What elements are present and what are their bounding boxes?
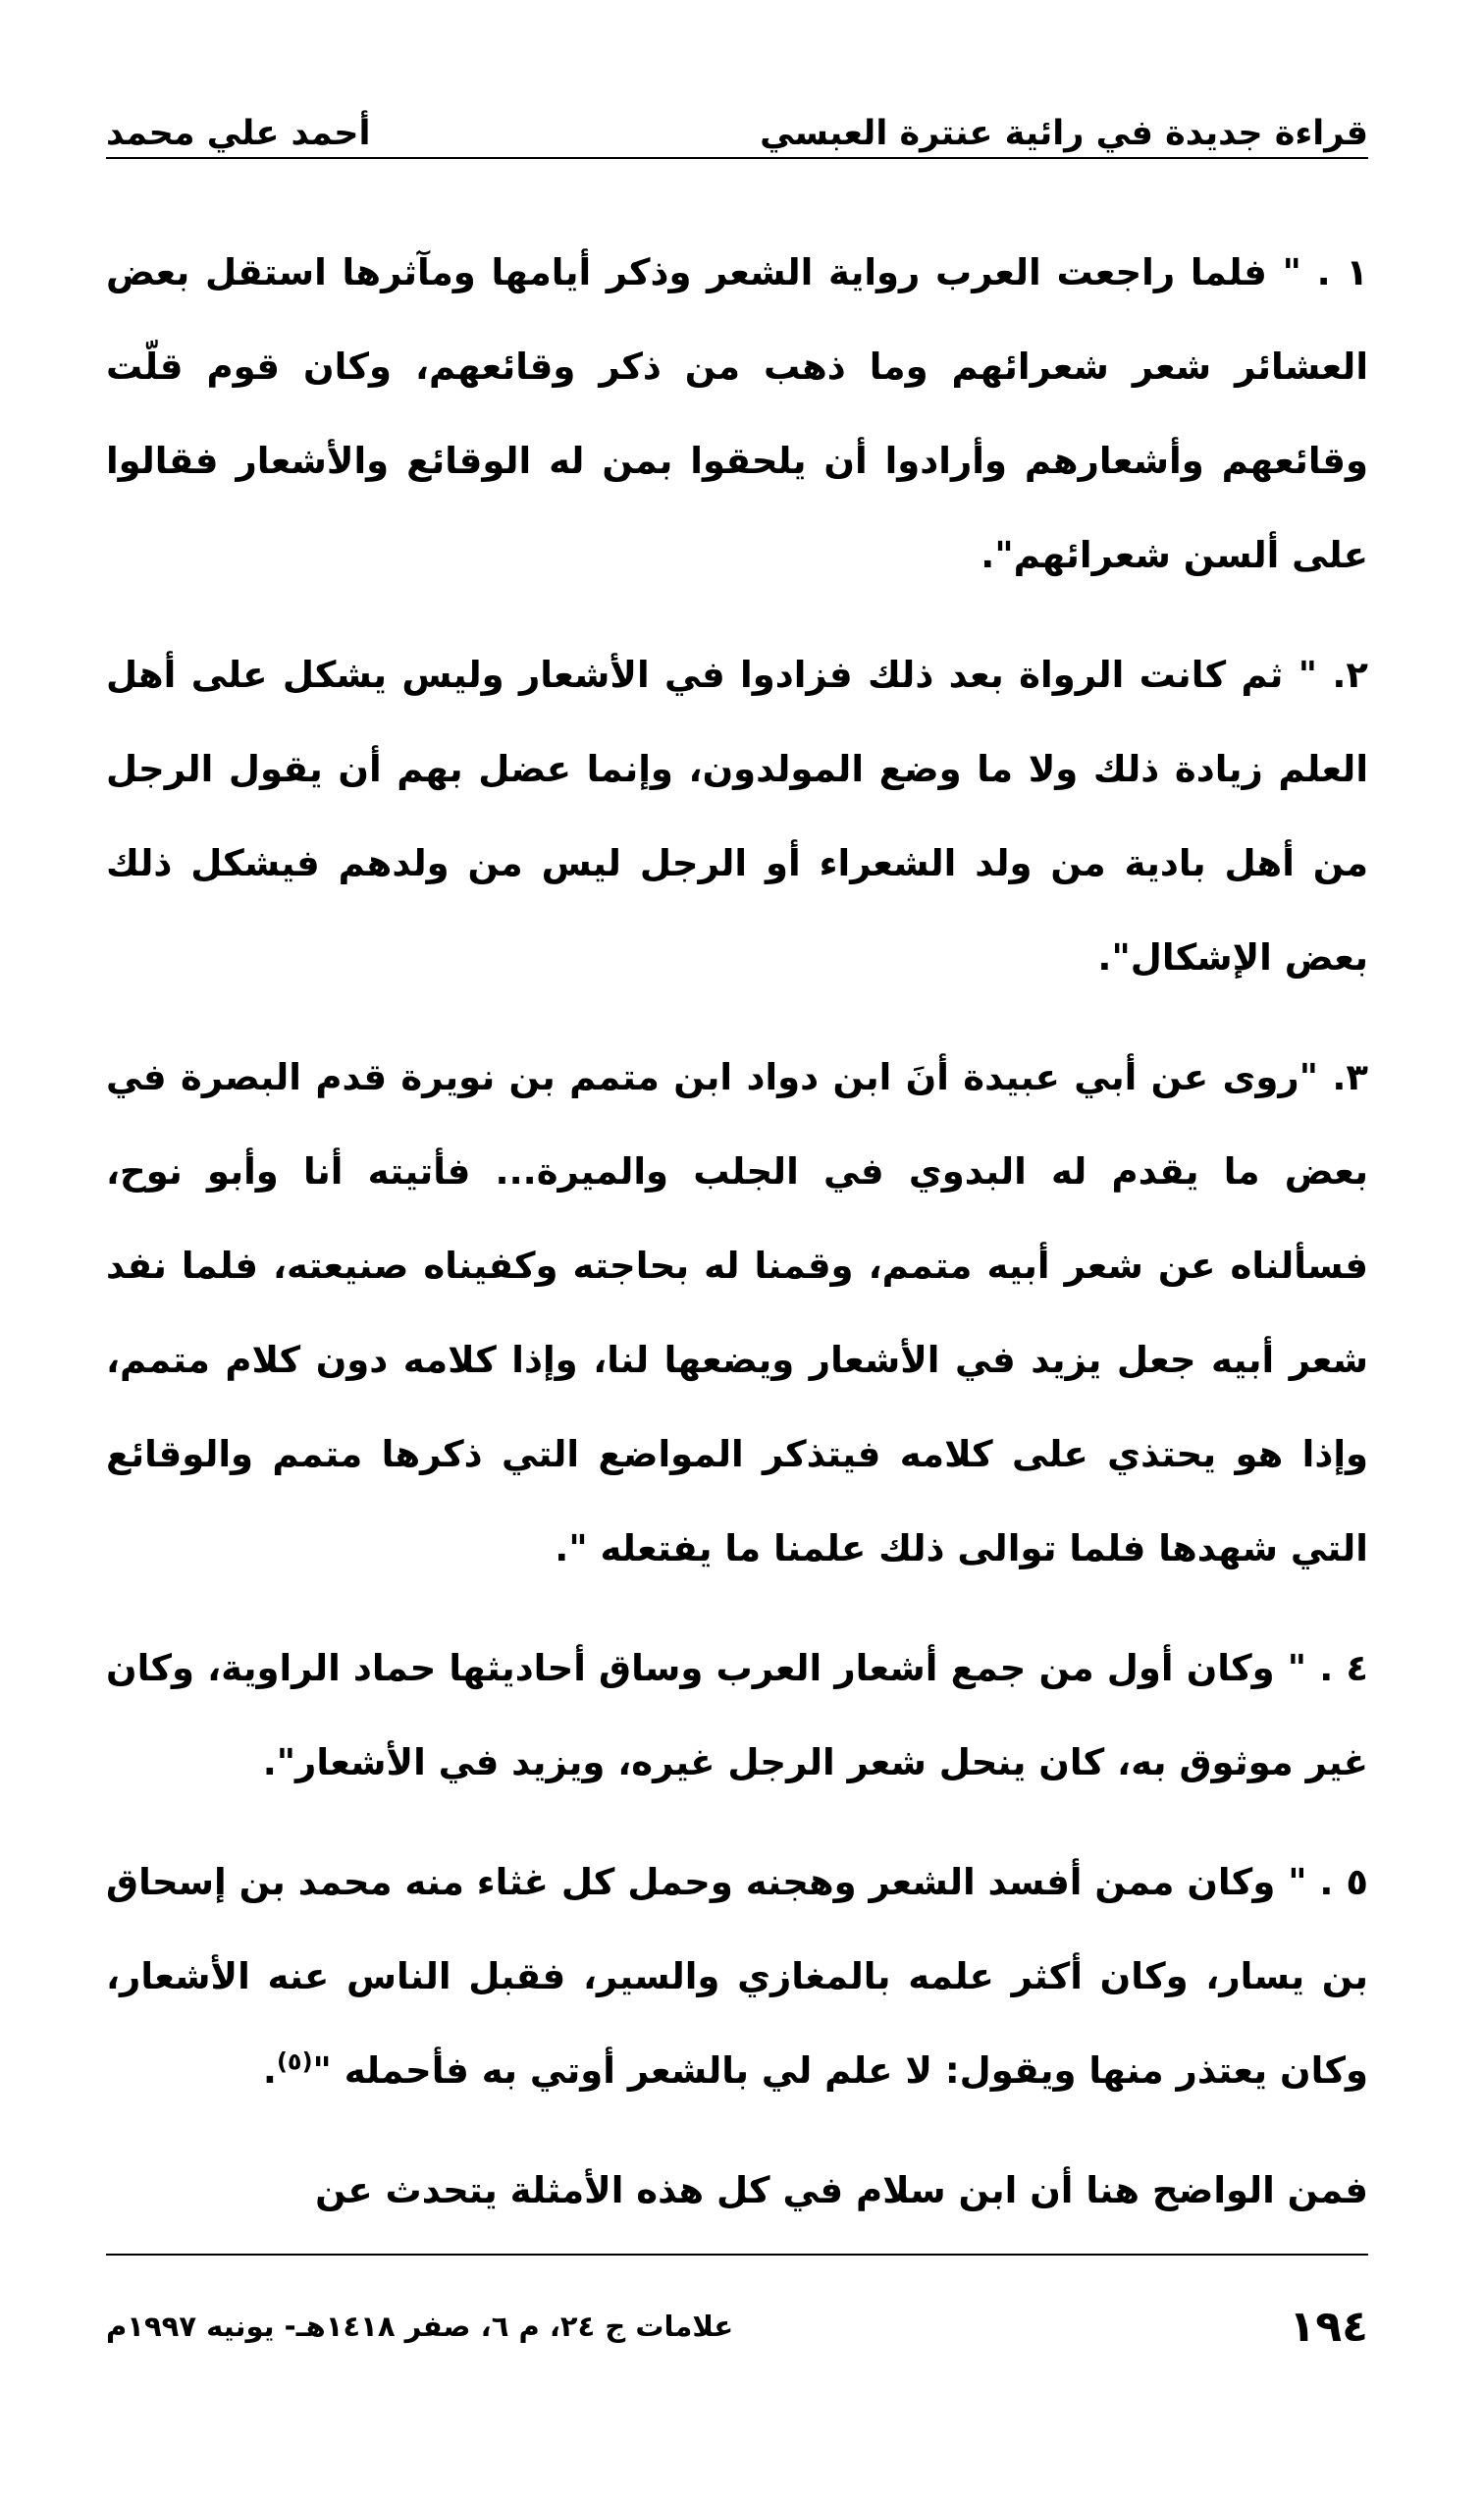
- body-text: [106, 226, 1368, 2238]
- paragraph-4: ٤ . " وكان أول من جمع أشعار العرب وساق أحاديثها حماد الراوية، وكان غير موثوق به، كان ينحل شعر الرجل غيره، ويزيد في الأشعار".: [106, 1647, 1368, 1783]
- footnote-reference: (٥): [276, 2047, 313, 2076]
- author-name: أحمد علي محمد: [106, 114, 371, 153]
- header-divider: [106, 157, 1368, 159]
- article-title: قراءة جديدة في رائية عنترة العبسي: [760, 114, 1368, 153]
- journal-citation: علامات ج ٢٤، م ٦، صفر ١٤١٨هـ- يونيه ١٩٩٧م: [106, 2310, 734, 2343]
- paragraph-2: ٢. " ثم كانت الرواة بعد ذلك فزادوا في الأشعار وليس يشكل على أهل العلم زيادة ذلك ولا ما وضع المولدون، وإنما عضل بهم أن يقول الرجل من أهل بادية من ولد الشعراء أو الرجل ليس من ولدهم فيشكل ذلك بعض الإشكال".: [106, 654, 1368, 979]
- running-header: [106, 90, 1368, 151]
- paragraph-5-text: ٥ . " وكان ممن أفسد الشعر وهجنه وحمل كل غثاء منه محمد بن إسحاق بن يسار، وكان أكثر علمه بالمغازي والسير، فقبل الناس عنه الأشعار، وكان يعتذر منها ويقول: لا علم لي بالشعر أوتي به فأحمله ": [106, 1861, 1368, 2092]
- paragraph-5: ٥ . " وكان ممن أفسد الشعر وهجنه وحمل كل غثاء منه محمد بن إسحاق بن يسار، وكان أكثر علمه بالمغازي والسير، فقبل الناس عنه الأشعار، وكان يعتذر منها ويقول: لا علم لي بالشعر أوتي به فأحمله "$^{(٥)}$.: [106, 1861, 1368, 2092]
- paragraph-3: ٣. "روى عن أبي عبيدة أنَ ابن دواد ابن متمم بن نويرة قدم البصرة في بعض ما يقدم له البدوي في الجلب والميرة... فأتيته أنا وأبو نوح، فسألناه عن شعر أبيه متمم، وقمنا له بحاجته وكفيناه صنيعته، فلما نفد شعر أبيه جعل يزيد في الأشعار ويضعها لنا، وإذا كلامه دون كلام متمم، وإذا هو يحتذي على كلامه فيتذكر المواضع التي ذكرها متمم والوقائع التي شهدها فلما توالى ذلك علمنا ما يفتعله ".: [106, 1056, 1368, 1569]
- footer-divider: [106, 2254, 1368, 2256]
- page-footer: [106, 2297, 1368, 2356]
- page-number: ١٩٤: [1289, 2301, 1368, 2352]
- paragraph-1: ١ . " فلما راجعت العرب رواية الشعر وذكر أيامها ومآثرها استقل بعض العشائر شعر شعرائهم وما ذهب من ذكر وقائعهم، وكان قوم قلّت وقائعهم وأشعارهم وأرادوا أن يلحقوا بمن له الوقائع والأشعار فقالوا على ألسن شعرائهم".: [106, 251, 1368, 576]
- closing-line: فمن الواضح هنا أن ابن سلام في كل هذه الأمثلة يتحدث عن: [315, 2169, 1368, 2211]
